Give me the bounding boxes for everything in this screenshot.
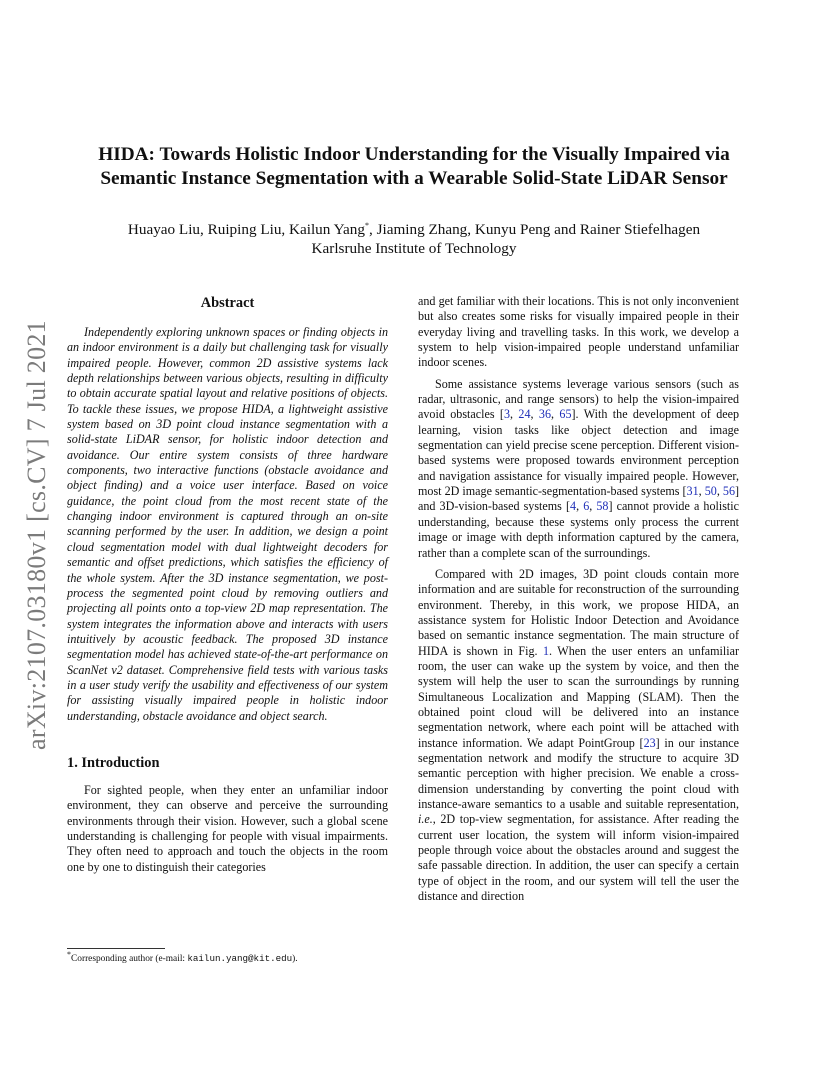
citation-link[interactable]: 4 (570, 499, 577, 514)
arxiv-stamp (22, 300, 52, 770)
abstract-heading: Abstract (200, 295, 255, 311)
citation-link[interactable]: 31 (686, 484, 699, 499)
affiliation: Karlsruhe Institute of Technology (311, 240, 517, 257)
left-column (67, 294, 388, 881)
citation-link[interactable]: 36 (538, 407, 552, 422)
footnote-email[interactable]: kailun.yang@kit.edu (187, 953, 293, 964)
citation-link[interactable]: 58 (596, 499, 609, 514)
author-names-part-1: Huayao Liu, Ruiping Liu, Kailun Yang (127, 221, 365, 238)
arxiv-identifier: arXiv:2107.03180v1 [cs.CV] 7 Jul 2021 (22, 320, 51, 750)
title-line-1: HIDA: Towards Holistic Indoor Understanding for the Visually Impaired via (98, 144, 730, 165)
citation-link[interactable]: 24 (518, 407, 531, 422)
citation-link[interactable]: 56 (722, 484, 735, 499)
citation-link[interactable]: 6 (583, 499, 590, 514)
citation-link[interactable]: 50 (704, 484, 717, 499)
citation-link[interactable]: 65 (559, 407, 572, 422)
citation-link[interactable]: 3 (503, 407, 511, 422)
abstract-text: Independently exploring unknown spaces or finding objects in an indoor environment is a daily but challenging task for visually impaired people. However, common 2D assistive systems lack depth relationships between various objects, resulting in difficulty to obtain accurate spatial layout and relative positions of objects. To tackle these issues, we propose HIDA, a lightweight assistive system based on 3D point cloud instance segmentation with a solid-state LiDAR sensor, for holistic indoor detection and avoidance. Our entire system consists of three hardware components, two interactive functions (obstacle avoidance and object finding) and a voice user interface. Based on voice guidance, the point cloud from the most recent state of the changing indoor environment is captured through an on-site scanning performed by the user. In addition, we design a point cloud segmentation model with dual lightweight decoders for semantic and offset predictions, which satisfies the efficiency of the whole system. After the 3D instance segmentation, we post-process the segmented point cloud by removing outliers and projecting all points onto a top-view 2D map representation. The system integrates the information above and interacts with users intuitively by acoustic feedback. The proposed 3D instance segmentation model has achieved state-of-the-art performance on ScanNet v2 dataset. Comprehensive field tests with various tasks in a user study verify the usability and effectiveness of our system for assisting visually impaired people in holistic indoor understanding, obstacle avoidance and object search. (67, 325, 388, 723)
intro-paragraph-2: Some assistance systems leverage various sensors (such as radar, ultrasonic, and range sensors) to help the vision-impaired avoid obstacles [3, 24, 36, 65]. With the development of deep learning, vision tasks like object detection and image segmentation can yield precise scene perception. Different vision-based systems were proposed towards environment perception and navigation assistance for visually impaired people. However, most 2D image semantic-segmentation-based systems [31, 50, 56] and 3D-vision-based systems [4, 6, 58] cannot provide a holistic understanding, because these systems only process the current image or image with depth information captured by the camera, rather than a complete scan of the surroundings. (418, 376, 740, 560)
author-names (60, 220, 768, 239)
ie-abbrev: i.e. (418, 812, 433, 827)
intro-paragraph-continued: and get familiar with their locations. This is not only inconvenient but also creates some risks for visually impaired people in their everyday living and travelling tasks. In this work, we develop a system to help vision-impaired people understand unfamiliar indoor scenes. (418, 294, 739, 370)
title-line-2: Semantic Instance Segmentation with a Wearable Solid-State LiDAR Sensor (100, 168, 728, 189)
paper-title (60, 143, 768, 191)
right-column (418, 294, 739, 910)
footnote-text: Corresponding author (e-mail: (71, 954, 188, 964)
intro-paragraph-3: Compared with 2D images, 3D point clouds contain more information and are suitable for reconstruction of the surrounding environment. Thereby, in this work, we propose HIDA, an assistance system for Holistic Indoor Detection and Avoidance based on semantic instance segmentation. The main structure of HIDA is shown in Fig. 1. When the user enters an unfamiliar room, the user can wake up the system by voice, and then the system will help the user to scan the surroundings by running Simultaneous Localization and Mapping (SLAM). Then the obtained point cloud will be delivered into an instance segmentation network, where each point will be attached with instance information. We adapt PointGroup [23] in our instance segmentation network and modify the structure to acquire 3D semantic perception with higher precision. We enable a cross-dimension understanding by converting the point cloud with instance-aware semantics to a usable and suitable representation, i.e., 2D top-view segmentation, for assistance. After reading the current user location, the system will inform vision-impaired people through voice about the obstacles around and suggest the safe passable direction. In addition, the user can specify a certain type of object in the room, and our system will tell the user the distance and direction (418, 566, 739, 904)
footnote-rule (67, 948, 165, 949)
footnote-text-end: ). (292, 954, 298, 964)
figure-link[interactable]: 1 (543, 643, 550, 658)
footnote-mark: * (67, 949, 71, 959)
introduction-heading: 1. Introduction (67, 754, 160, 771)
citation-link[interactable]: 23 (643, 735, 656, 750)
introduction-paragraph-1: For sighted people, when they enter an unfamiliar indoor environment, they can observe and perceive the surrounding environments through their vision. However, such a global scene understanding is challenging for people with visual impairments. They often need to approach and touch the objects in the room one by one to distinguish their categories (67, 782, 388, 874)
author-names-part-2: , Jiaming Zhang, Kunyu Peng and Rainer Stiefelhagen (368, 221, 701, 238)
corresponding-mark: * (364, 220, 369, 230)
author-block (60, 220, 768, 258)
footnote (67, 949, 387, 965)
